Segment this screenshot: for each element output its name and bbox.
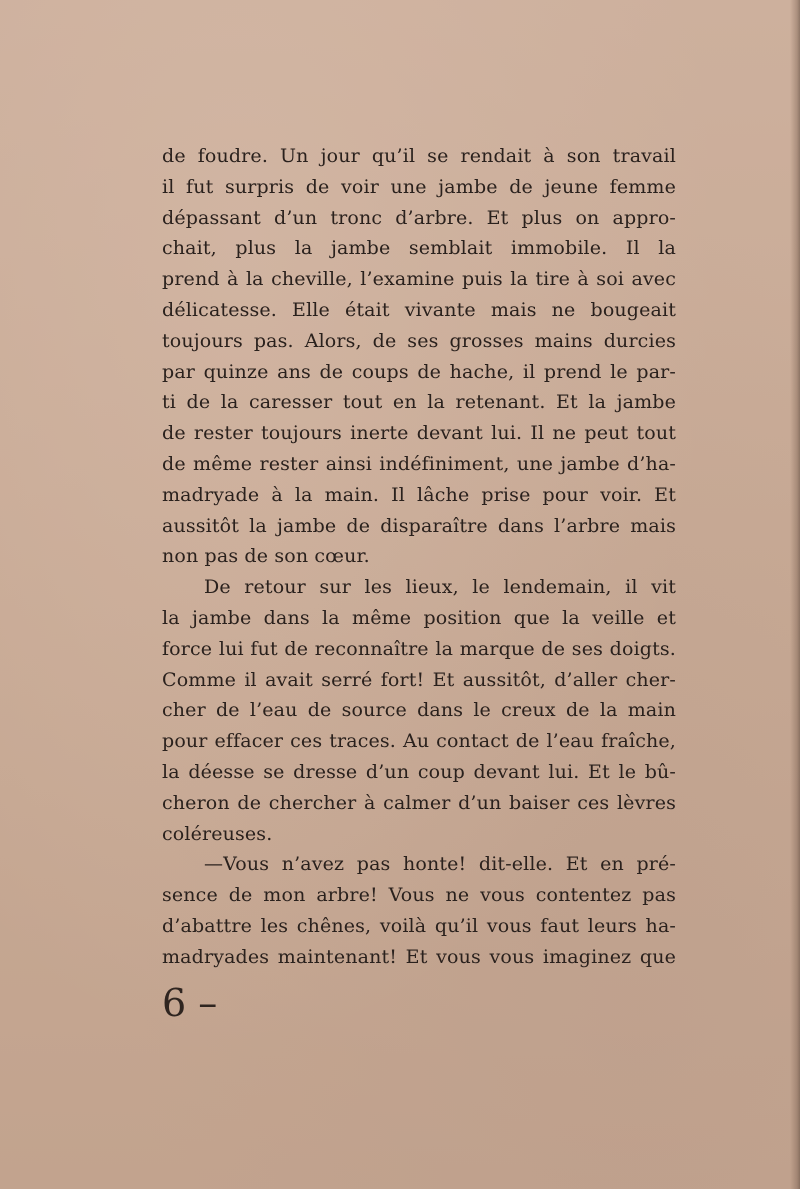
body-text (162, 141, 676, 973)
text-line: il fut surpris de voir une jambe de jeune femme (162, 175, 676, 198)
text-line: prend à la cheville, l’examine puis la tire à soi avec (162, 268, 676, 291)
page-number: 6 – (162, 981, 218, 1025)
text-line: dépassant d’un tronc d’arbre. Et plus on appro- (162, 206, 676, 229)
text-line: cher de l’eau de source dans le creux de la main (162, 699, 676, 722)
text-line: par quinze ans de coups de hache, il prend le par- (162, 360, 676, 383)
text-line: aussitôt la jambe de disparaître dans l’arbre mais (162, 514, 676, 537)
text-line: De retour sur les lieux, le lendemain, il vit (204, 576, 676, 599)
text-line: pour effacer ces traces. Au contact de l’eau fraîche, (162, 730, 676, 753)
text-line: coléreuses. (162, 822, 273, 845)
text-line: madryades maintenant! Et vous vous imaginez que (162, 945, 676, 968)
text-line: délicatesse. Elle était vivante mais ne bougeait (162, 298, 676, 321)
text-line: de rester toujours inerte devant lui. Il ne peut tout (162, 422, 676, 445)
text-line: d’abattre les chênes, voilà qu’il vous faut leurs ha- (162, 914, 676, 937)
page-edge-shadow (790, 0, 800, 1189)
text-line: la déesse se dresse d’un coup devant lui. Et le bû- (162, 760, 676, 783)
text-line: de foudre. Un jour qu’il se rendait à son travail (162, 145, 676, 167)
text-line: Comme il avait serré fort! Et aussitôt, d’aller cher- (162, 668, 676, 691)
text-line: —Vous n’avez pas honte! dit-elle. Et en pré- (204, 853, 676, 876)
text-line: sence de mon arbre! Vous ne vous contentez pas (162, 884, 676, 907)
text-line: toujours pas. Alors, de ses grosses mains durcies (162, 329, 676, 352)
text-line: non pas de son cœur. (162, 545, 370, 568)
text-line: ti de la caresser tout en la retenant. Et la jambe (162, 391, 676, 414)
text-line: force lui fut de reconnaître la marque de ses doigts. (162, 637, 676, 660)
text-line: chait, plus la jambe semblait immobile. Il la (162, 237, 676, 260)
text-line: cheron de chercher à calmer d’un baiser ces lèvres (162, 791, 676, 814)
text-line: madryade à la main. Il lâche prise pour voir. Et (162, 483, 676, 506)
text-line: de même rester ainsi indéfiniment, une jambe d’ha- (162, 452, 676, 475)
text-line: la jambe dans la même position que la veille et (162, 606, 676, 629)
